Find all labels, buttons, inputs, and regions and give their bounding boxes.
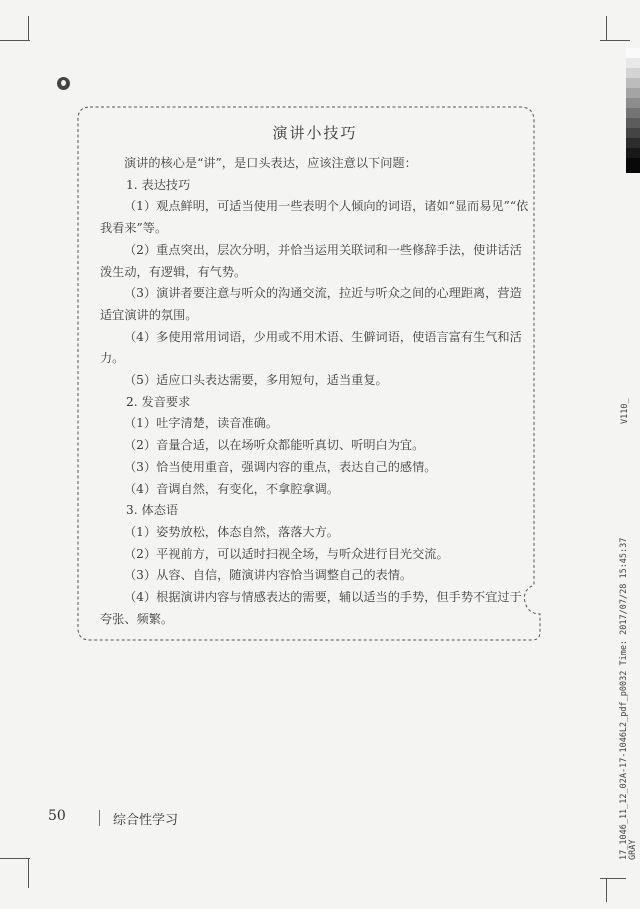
- list-item: （2）重点突出，层次分明，并恰当运用关联词和一些修辞手法，使讲话活泼生动，有逻辑，有气势。: [100, 242, 522, 279]
- box-title: 演讲小技巧: [272, 124, 358, 142]
- footer-divider: [99, 810, 100, 826]
- print-info: 17_1046_11_12_02A-17-1046L2_pdf_p0032 Time: 2017/07/28 15:45:37: [619, 537, 629, 860]
- page-number: 50: [48, 808, 66, 824]
- margin-code: V110_: [620, 398, 630, 424]
- list-item: （5）适应口头表达需要，多用短句，适当重复。: [124, 373, 388, 388]
- tip-box-content: [100, 122, 530, 630]
- list-item: （4）多使用常用词语，少用或不用术语、生僻词语，使语言富有生气和活力。: [100, 329, 522, 366]
- section-heading: 2. 发音要求: [126, 394, 191, 409]
- list-item: （3）从容、自信，随演讲内容恰当调整自己的表情。: [124, 568, 413, 583]
- list-item: （4）根据演讲内容与情感表达的需要，辅以适当的手势，但手势不宜过于夸张、频繁。: [100, 590, 522, 626]
- list-item: （1）吐字清楚，读音准确。: [124, 416, 279, 431]
- gray-label: GRAY: [628, 839, 638, 860]
- list-item: （3）演讲者要注意与听众的沟通交流，拉近与听众之间的心理距离，营造适宜演讲的氛围。: [100, 286, 522, 322]
- list-item: （1）姿势放松，体态自然，落落大方。: [124, 524, 339, 539]
- section-heading: 3. 体态语: [126, 503, 179, 518]
- section-name: 综合性学习: [113, 813, 179, 828]
- list-item: （2）音量合适，以在场听众都能听真切、听明白为宜。: [124, 438, 425, 453]
- section-heading: 1. 表达技巧: [126, 177, 191, 192]
- list-item: （4）音调自然，有变化，不拿腔拿调。: [124, 481, 339, 496]
- intro-paragraph: 演讲的核心是“讲”，是口头表达，应该注意以下问题：: [124, 156, 417, 170]
- list-item: （1）观点鲜明，可适当使用一些表明个人倾向的词语，诸如“显而易见”“依我看来”等。: [100, 199, 529, 236]
- list-item: （2）平视前方，可以适时扫视全场，与听众进行目光交流。: [124, 546, 449, 561]
- list-item: （3）恰当使用重音，强调内容的重点，表达自己的感情。: [124, 459, 437, 474]
